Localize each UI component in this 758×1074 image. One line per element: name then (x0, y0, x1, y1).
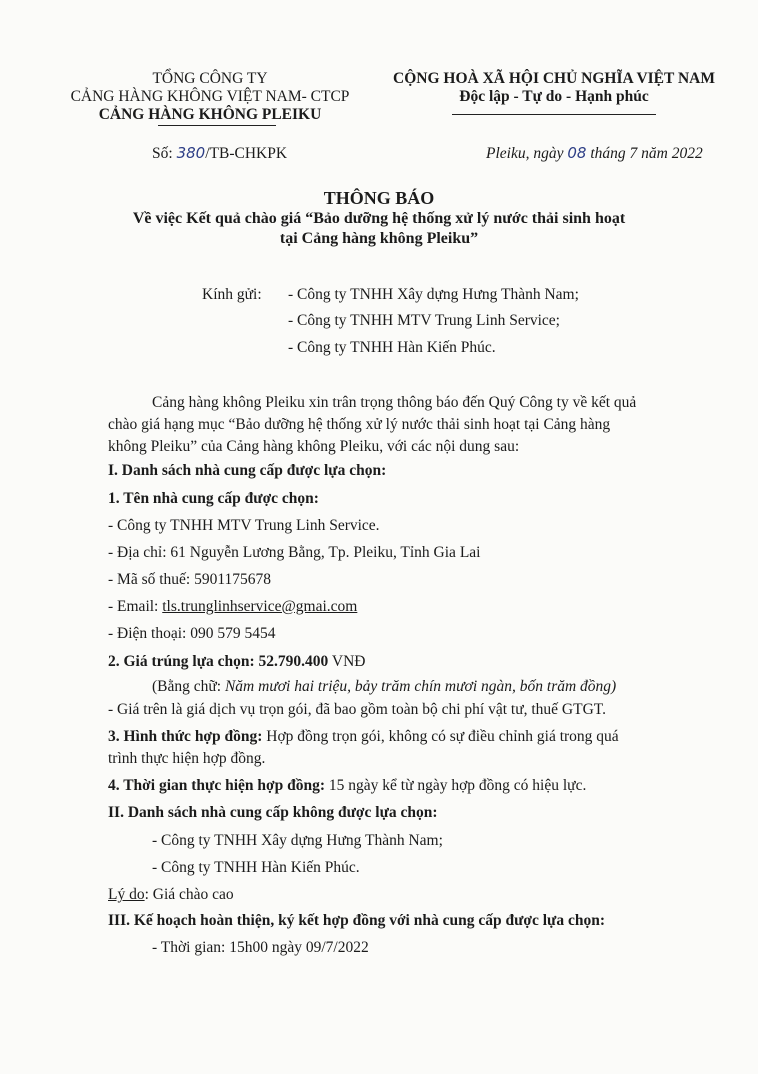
header-country: CỘNG HOÀ XÃ HỘI CHỦ NGHĨA VIỆT NAM (393, 70, 715, 87)
recipient-item: - Công ty TNHH Xây dựng Hưng Thành Nam; (288, 286, 579, 303)
words-text: Năm mươi hai triệu, bảy trăm chín mươi ngàn, bốn trăm đồng) (224, 678, 617, 695)
doc-number-suffix: /TB-CHKPK (205, 145, 288, 162)
rejected-company: - Công ty TNHH Xây dựng Hưng Thành Nam; (152, 832, 443, 849)
header-org-unit: CẢNG HÀNG KHÔNG PLEIKU (98, 106, 322, 123)
header-motto: Độc lập - Tự do - Hạnh phúc (459, 88, 649, 105)
doc-number-value: 380 (176, 144, 206, 162)
signing-time: - Thời gian: 15h00 ngày 09/7/2022 (152, 939, 369, 956)
recipient-item: - Công ty TNHH MTV Trung Linh Service; (288, 312, 560, 329)
section3-heading: III. Kế hoạch hoàn thiện, ký kết hợp đồng với nhà cung cấp được lựa chọn: (108, 912, 605, 929)
date-suffix: tháng 7 năm 2022 (590, 145, 703, 162)
recipients-label: Kính gửi: (202, 286, 262, 303)
reason-label: Lý do (108, 886, 145, 903)
price-label: 2. Giá trúng lựa chọn: 52.790.400 (108, 653, 329, 670)
doc-subject-line1: Về việc Kết quả chào giá “Bảo dưỡng hệ thống xử lý nước thải sinh hoạt (132, 210, 626, 227)
contract-form-text: Hợp đồng trọn gói, không có sự điều chỉnh giá trong quá (262, 728, 619, 745)
email-label: - Email: (108, 598, 163, 615)
selected-tax-code: - Mã số thuế: 5901175678 (108, 571, 272, 588)
duration-text: 15 ngày kể từ ngày hợp đồng có hiệu lực. (325, 777, 587, 794)
recipient-item: - Công ty TNHH Hàn Kiến Phúc. (288, 339, 496, 356)
header-left-underline (158, 125, 276, 126)
reason-text: : Giá chào cao (144, 886, 234, 903)
price-unit: VNĐ (328, 653, 366, 670)
rejection-reason (108, 884, 234, 906)
contract-form-label: 3. Hình thức hợp đồng: (108, 728, 263, 745)
header-org-corp: CẢNG HÀNG KHÔNG VIỆT NAM- CTCP (70, 88, 350, 105)
contract-form (108, 726, 619, 748)
rejected-company: - Công ty TNHH Hàn Kiến Phúc. (152, 859, 360, 876)
duration-label: 4. Thời gian thực hiện hợp đồng: (108, 777, 325, 794)
price-note: - Giá trên là giá dịch vụ trọn gói, đã bao gồm toàn bộ chi phí vật tư, thuế GTGT. (108, 701, 606, 718)
selected-phone: - Điện thoại: 090 579 5454 (108, 625, 276, 642)
doc-title: THÔNG BÁO (323, 188, 435, 208)
date-prefix: Pleiku, ngày (486, 145, 564, 162)
section1-heading: I. Danh sách nhà cung cấp được lựa chọn: (108, 462, 387, 479)
email-link[interactable]: tls.trunglinhservice@gmai.com (162, 598, 358, 615)
selected-email (108, 596, 357, 618)
doc-subject-line2: tại Cảng hàng không Pleiku” (279, 230, 479, 247)
price-in-words (152, 676, 616, 698)
selected-company: - Công ty TNHH MTV Trung Linh Service. (108, 517, 380, 534)
doc-date (486, 142, 703, 165)
header-org-parent: TỔNG CÔNG TY (152, 70, 268, 87)
doc-number-prefix: Số: (152, 145, 173, 162)
words-prefix: (Bằng chữ: (152, 678, 225, 695)
contract-duration (108, 775, 586, 797)
header-right-underline (452, 114, 656, 115)
doc-number (152, 142, 287, 165)
date-day: 08 (567, 144, 587, 162)
selected-address: - Địa chỉ: 61 Nguyễn Lương Bằng, Tp. Pleiku, Tỉnh Gia Lai (108, 544, 481, 561)
intro-line: chào giá hạng mục “Bảo dưỡng hệ thống xử lý nước thải sinh hoạt tại Cảng hàng (108, 416, 611, 433)
contract-form-cont: trình thực hiện hợp đồng. (108, 750, 266, 767)
intro-line: không Pleiku” của Cảng hàng không Pleiku, với các nội dung sau: (108, 438, 520, 455)
section2-heading: II. Danh sách nhà cung cấp không được lựa chọn: (108, 804, 438, 821)
section1-sub1-heading: 1. Tên nhà cung cấp được chọn: (108, 490, 319, 507)
winning-price (108, 651, 365, 673)
intro-line: Cảng hàng không Pleiku xin trân trọng thông báo đến Quý Công ty về kết quả (152, 394, 637, 411)
